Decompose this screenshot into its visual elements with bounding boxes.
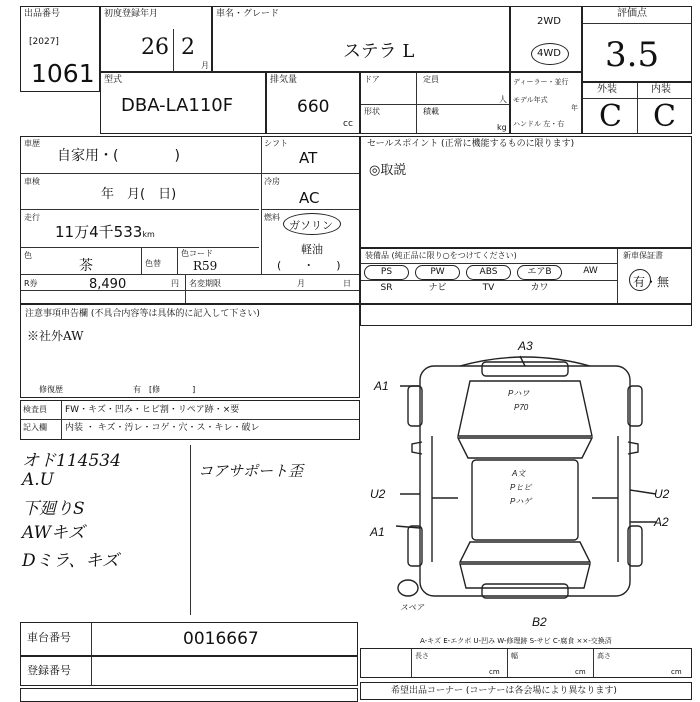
notes-box — [20, 304, 360, 398]
equipment-item: カワ — [530, 283, 549, 293]
inspector-row-1: FW・キズ・凹み・ヒビ割・リペア跡・×要 — [65, 405, 240, 415]
mark-b2: B2 — [532, 615, 547, 629]
damage-legend: A-キズ E-エクボ U-凹み W-修理跡 S-サビ C-腐食 ××-交換済 — [420, 637, 612, 645]
cm-unit-2: cm — [575, 668, 586, 676]
reg-month: 2 — [181, 35, 195, 60]
drive-4wd: 4WD — [537, 48, 561, 59]
name-label: 車名・グレード — [216, 9, 280, 19]
fuel-value: ガソリン — [289, 219, 333, 232]
mark-a2: A2 — [654, 515, 669, 529]
lot-sub: [2027] — [29, 37, 59, 47]
shift-label: シフト — [264, 139, 288, 148]
mileage-man-unit: 万 — [74, 223, 90, 241]
score-value: 3.5 — [605, 35, 660, 75]
mark-a1-rear: A1 — [370, 525, 385, 539]
kg-unit: kg — [497, 123, 507, 132]
corner-box — [360, 682, 692, 700]
car-name-box — [212, 6, 510, 72]
sales-box — [360, 136, 692, 248]
repair-value: 有 — [133, 385, 141, 394]
hand-core-support: コアサポート歪 — [198, 462, 304, 480]
person-unit: 人 — [499, 95, 507, 104]
mark-a3: A3 — [518, 339, 533, 353]
equipment-item: AW — [583, 266, 598, 276]
notes-label: 注意事項申告欄 (不具合内容等は具体的に記入して下さい) — [25, 309, 260, 319]
equipment-item: PW — [415, 265, 460, 280]
inspector-label: 検査員 — [23, 405, 47, 414]
dealer-label: ディーラー・並行 — [513, 78, 569, 86]
model-year-label: モデル年式 — [513, 96, 548, 104]
first-reg-label: 初度登録年月 — [104, 9, 159, 19]
reg-number-box — [20, 656, 358, 686]
car-damage-diagram — [360, 326, 692, 636]
model-box — [100, 72, 266, 134]
hand-au: A.U — [22, 470, 55, 490]
lot-number-box — [20, 6, 100, 92]
displacement: 660 — [297, 97, 330, 117]
shift-value: AT — [299, 149, 318, 167]
hood-mark-1: Pハワ — [508, 389, 530, 398]
lot-label: 出品番号 — [24, 9, 61, 19]
equipment-item: エアB — [517, 265, 562, 280]
cm-unit-1: cm — [489, 668, 500, 676]
cc-unit: cc — [343, 119, 353, 129]
hood-mark-2: P70 — [514, 403, 529, 412]
hand-underbody: 下廻りS — [22, 499, 85, 519]
capacity-label: 定員 — [423, 75, 439, 84]
history-value: 自家用・( ) — [57, 148, 180, 164]
mileage-label: 走行 — [24, 213, 40, 222]
equipment-item: SR — [380, 283, 393, 293]
color-label: 色 — [24, 251, 32, 260]
inspector-row-2: 内装 ・ キズ・汚レ・コゲ・穴・ス・キレ・破レ — [65, 423, 260, 433]
color-code: R59 — [193, 259, 218, 273]
hand-odometer: オド114534 — [22, 451, 121, 471]
equipment-label: 装備品 (純正品に限り○をつけてください) — [365, 251, 517, 260]
roof-mark-2: Pヒビ — [510, 483, 532, 492]
notes-divider — [190, 445, 191, 615]
sales-point: ◎取説 — [369, 163, 407, 178]
dealer-box — [510, 72, 582, 134]
interior-grade: C — [653, 99, 676, 134]
mark-a1-front: A1 — [374, 379, 389, 393]
ac-label: 冷房 — [264, 177, 280, 186]
chassis-box — [20, 622, 358, 656]
color-code-label: 色コード — [181, 249, 213, 258]
hand-aw: AWキズ — [22, 523, 85, 543]
dimension-box — [360, 648, 692, 678]
grade-box — [582, 82, 692, 134]
inspection-value: 年 月( 日) — [101, 187, 177, 202]
fuel-sub: 軽油 — [301, 243, 323, 256]
roof-mark-1: A文 — [512, 469, 526, 478]
chassis-label: 車台番号 — [27, 631, 71, 644]
disp-label: 排気量 — [270, 75, 298, 85]
spare-label: スペア — [400, 603, 424, 612]
equipment-item: ナビ — [428, 283, 447, 293]
details-block — [20, 136, 360, 304]
lot-number: 1061 — [31, 59, 95, 88]
chassis-value: 0016667 — [183, 629, 259, 649]
door-label: ドア — [364, 75, 380, 84]
drive-box — [510, 6, 582, 72]
sales-label: セールスポイント (正常に機能するものに限ります) — [367, 139, 575, 149]
inspection-label: 車検 — [24, 177, 40, 186]
history-label: 車歴 — [24, 139, 40, 148]
interior-label: 内装 — [651, 84, 671, 95]
ac-value: AC — [299, 189, 320, 207]
exterior-label: 外装 — [597, 84, 617, 95]
new-warranty-label: 新車保証書 — [623, 251, 663, 260]
yen-unit: 円 — [171, 279, 179, 288]
notes-text: ※社外AW — [27, 329, 84, 343]
name-change-month: 月 — [297, 279, 305, 288]
fuel-paren: ( ・ ) — [277, 259, 341, 272]
door-box — [360, 72, 510, 134]
first-reg-box — [100, 6, 212, 72]
reg-year: 26 — [141, 35, 169, 60]
corner-label: 希望出品コーナー (コーナーは各会場により異なります) — [391, 686, 617, 696]
color-num-label: 色替 — [145, 259, 161, 268]
shape-label: 形状 — [364, 107, 380, 116]
reg-number-label: 登録番号 — [27, 664, 71, 677]
handle-label: ハンドル 左・右 — [513, 120, 565, 128]
length-label: 長さ — [415, 652, 429, 660]
height-label: 高さ — [597, 652, 611, 660]
year-unit: 年 — [571, 104, 578, 112]
repair-bracket: [修 ] — [149, 385, 196, 394]
follow-box — [360, 304, 692, 326]
width-label: 幅 — [511, 652, 518, 660]
mileage-man: 11 — [55, 223, 75, 241]
name-change-day: 日 — [343, 279, 351, 288]
recycle-value: 8,490 — [89, 277, 127, 292]
entry-label: 記入欄 — [23, 423, 47, 432]
hand-mirror: Dミラ、キズ — [22, 551, 119, 571]
mark-u2-left: U2 — [370, 487, 386, 501]
mileage-sen: 4 — [89, 223, 99, 241]
fuel-label: 燃料 — [264, 213, 280, 222]
inspector-box — [20, 400, 360, 440]
month-unit: 月 — [201, 61, 209, 70]
car-name: ステラ L — [343, 41, 415, 62]
equipment-item: ABS — [466, 265, 511, 280]
model-label: 型式 — [104, 75, 123, 85]
mark-u2-right: U2 — [654, 487, 670, 501]
repair-label: 修復歴 — [39, 385, 63, 394]
mileage-rest: 533 — [113, 223, 143, 241]
displacement-box — [266, 72, 360, 134]
cm-unit-3: cm — [671, 668, 682, 676]
exterior-grade: C — [599, 99, 622, 134]
score-label: 評価点 — [617, 8, 647, 19]
km-unit: km — [142, 230, 155, 239]
load-label: 積載 — [423, 107, 439, 116]
drive-2wd: 2WD — [537, 16, 561, 27]
warranty-value: 有・無 — [633, 275, 670, 289]
equipment-item: TV — [482, 283, 495, 293]
equipment-box — [360, 248, 692, 304]
name-change-label: 名変期限 — [189, 279, 221, 288]
roof-mark-3: Pハゲ — [510, 497, 532, 506]
recycle-label: R券 — [24, 279, 38, 288]
model-value: DBA-LA110F — [121, 95, 234, 116]
mileage-sen-unit: 千 — [98, 223, 114, 241]
equipment-item: PS — [364, 265, 409, 280]
color-value: 茶 — [79, 258, 93, 274]
mileage-value — [55, 221, 155, 242]
score-box — [582, 6, 692, 82]
